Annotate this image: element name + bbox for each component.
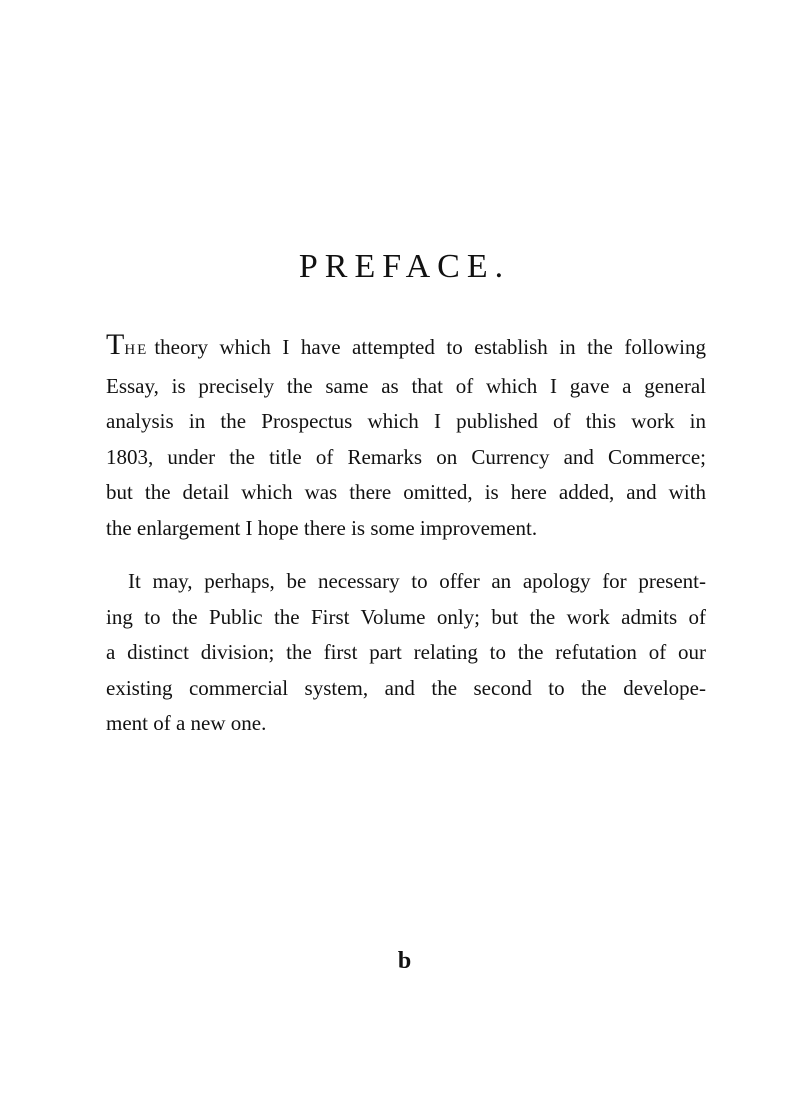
text-line: ment of a new one. (106, 711, 267, 735)
preface-paragraph-2 (106, 564, 706, 742)
preface-paragraph-1 (106, 330, 706, 546)
text-line (106, 330, 706, 369)
text-line: existing commercial system, and the second to the develope- (106, 675, 706, 700)
text-line: Essay, is precisely the same as that of which I gave a general (106, 373, 706, 398)
page-title: PREFACE. (298, 248, 511, 285)
text-line: a distinct division; the first part relating to the refutation of our (106, 640, 706, 664)
signature-mark: b (397, 948, 412, 974)
drop-cap: T (106, 328, 125, 361)
text-line: It may, perhaps, be necessary to offer an apology for present- (128, 569, 706, 593)
text-line: 1803, under the title of Remarks on Currency and Commerce; (106, 444, 706, 469)
text-line: but the detail which was there omitted, is here added, and with (106, 480, 706, 504)
text-line: analysis in the Prospectus which I published of this work in (106, 409, 706, 433)
text-line-content: theory which I have attempted to establish in the following (154, 335, 706, 359)
text-line: ing to the Public the First Volume only; but the work admits of (106, 604, 706, 629)
small-caps-text: HE (124, 342, 149, 358)
text-line: the enlargement I hope there is some improvement. (106, 515, 538, 540)
